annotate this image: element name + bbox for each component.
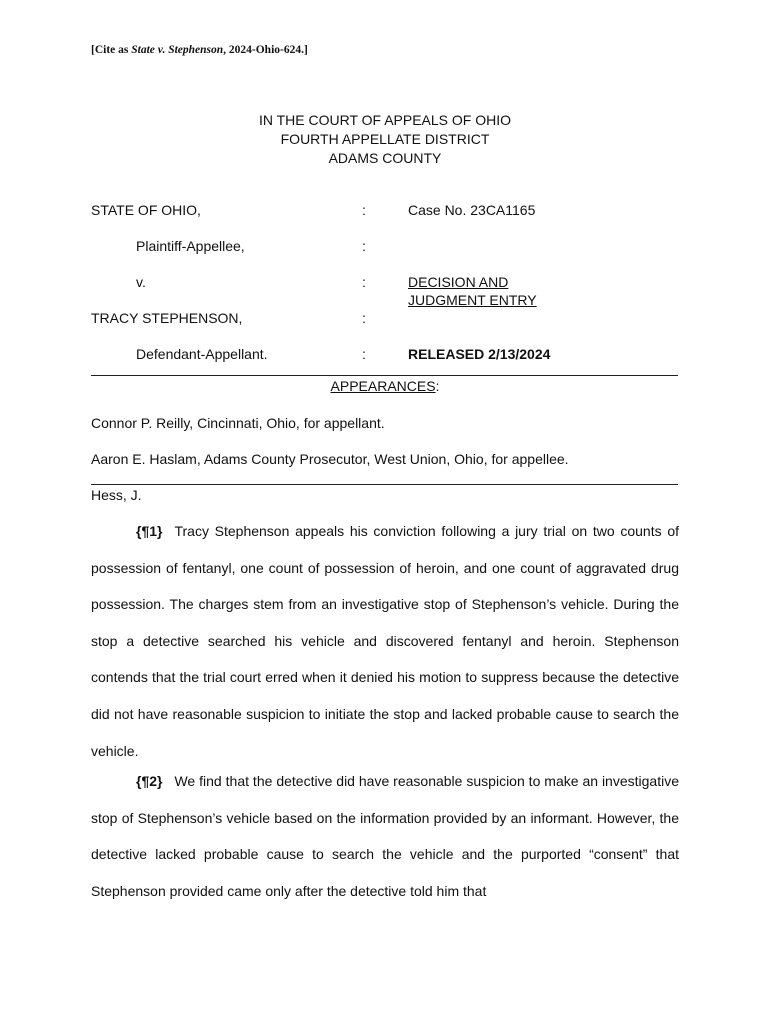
paragraph-2 [91, 763, 679, 909]
release-date: RELEASED 2/13/2024 [408, 346, 551, 362]
entry-type-line2: JUDGMENT ENTRY [408, 292, 537, 308]
citation-suffix: , 2024-Ohio-624.] [223, 44, 308, 56]
appearances-colon: : [435, 378, 440, 394]
caption-colon: : [362, 238, 366, 254]
citation-prefix: [Cite as [91, 44, 132, 56]
citation-case-name: State v. Stephenson [131, 44, 224, 56]
paragraph-1 [91, 513, 679, 769]
court-district: FOURTH APPELLATE DISTRICT [280, 131, 490, 147]
caption-colon: : [362, 274, 366, 290]
appearances-title: APPEARANCES [330, 378, 436, 394]
court-county: ADAMS COUNTY [328, 150, 442, 166]
divider-top [91, 375, 678, 376]
party-defendant: TRACY STEPHENSON, [91, 310, 243, 326]
party-defendant-role: Defendant-Appellant. [136, 346, 268, 362]
case-number: Case No. 23CA1165 [408, 202, 536, 218]
party-state: STATE OF OHIO, [91, 202, 201, 218]
party-state-role: Plaintiff-Appellee, [136, 238, 245, 254]
divider-bottom [91, 484, 678, 485]
appearances-heading [0, 378, 770, 394]
paragraph-marker: {¶1} [136, 523, 163, 539]
judge-name: Hess, J. [91, 487, 142, 503]
citation-header [91, 44, 308, 56]
court-heading [0, 111, 770, 168]
paragraph-text: Tracy Stephenson appeals his conviction following a jury trial on two counts of possession of fentanyl, one count of possession of heroin, and one count of aggravated drug possession. The charges stem from an investigative stop of Stephenson’s vehicle. During the stop a detective searched his vehicle and discovered fentanyl and heroin. Stephenson contends that the trial court erred when it denied his motion to suppress because the detective did not have reasonable suspicion to initiate the stop and lacked probable cause to search the vehicle. [91, 523, 679, 759]
caption-colon: : [362, 346, 366, 362]
paragraph-text: We find that the detective did have reasonable suspicion to make an investigative stop of Stephenson’s vehicle based on the information provided by an informant. However, the detective lacked probable cause to search the vehicle and the purported “consent” that Stephenson provided came only after the detective told him that [91, 773, 679, 899]
versus: v. [136, 274, 146, 290]
appellant-counsel: Connor P. Reilly, Cincinnati, Ohio, for appellant. [91, 415, 385, 431]
paragraph-marker: {¶2} [136, 773, 163, 789]
appellee-counsel: Aaron E. Haslam, Adams County Prosecutor, West Union, Ohio, for appellee. [91, 451, 569, 467]
caption-colon: : [362, 310, 366, 326]
caption-colon: : [362, 202, 366, 218]
court-name: IN THE COURT OF APPEALS OF OHIO [258, 112, 512, 128]
entry-type-line1: DECISION AND [408, 274, 509, 290]
